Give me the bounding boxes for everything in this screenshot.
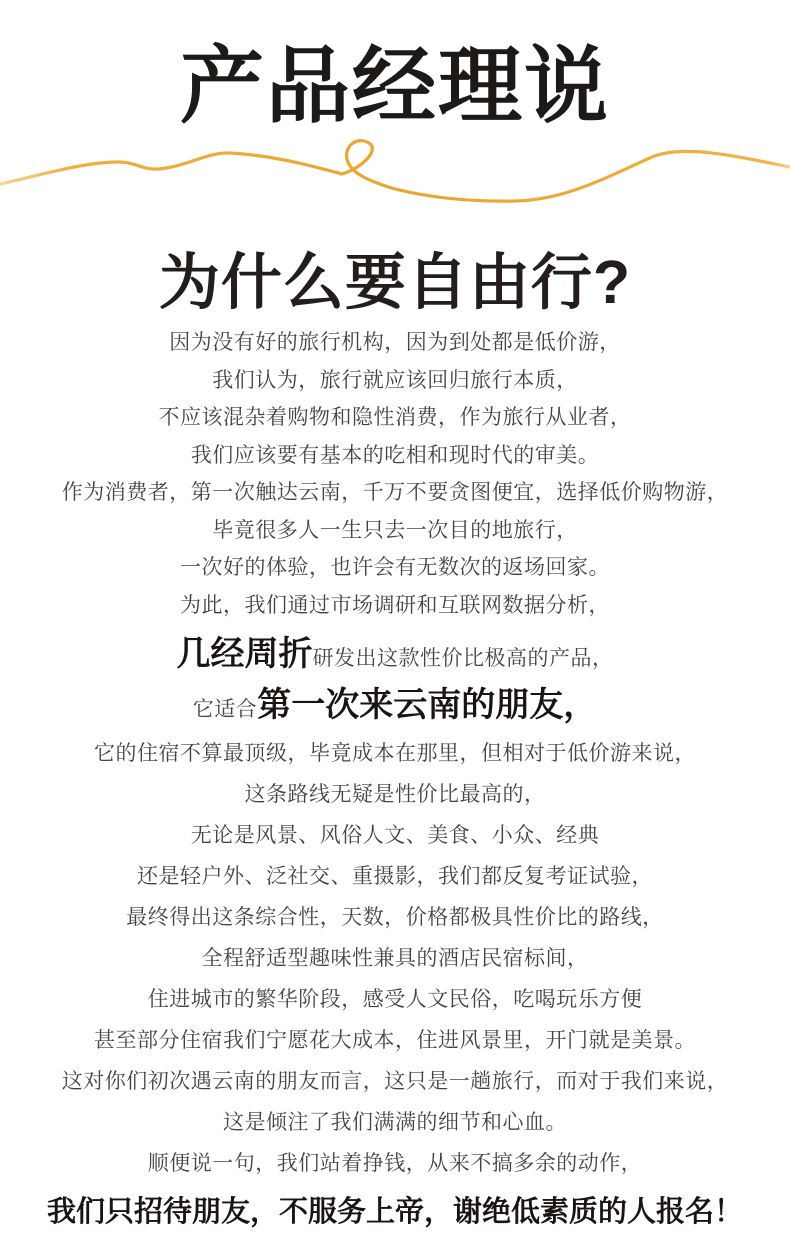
body-line: 全程舒适型趣味性兼具的酒店民宿标间， bbox=[201, 947, 589, 970]
body-line: 我们认为，旅行就应该回归旅行本质， bbox=[212, 368, 578, 392]
body-line: 最终得出这条综合性，天数，价格都极具性价比的路线， bbox=[126, 906, 664, 929]
body-line: 这对你们初次遇云南的朋友而言，这只是一趟旅行，而对于我们来说， bbox=[61, 1070, 729, 1093]
wave-line bbox=[0, 141, 790, 201]
page-title: 产品经理说 bbox=[179, 39, 610, 133]
body-line: 毕竟很多人一生只去一次目的地旅行， bbox=[212, 518, 578, 542]
body-line: 不应该混杂着购物和隐性消费，作为旅行从业者， bbox=[158, 406, 632, 429]
final-statement: 我们只招待朋友，不服务上帝，谢绝低素质的人报名！ bbox=[46, 1196, 743, 1228]
body-line: 一次好的体验，也许会有无数次的返场回家。 bbox=[180, 556, 610, 579]
paragraph-block-2 bbox=[0, 733, 790, 1184]
paragraph-block-1 bbox=[0, 324, 790, 624]
highlight-line-2 bbox=[0, 682, 790, 733]
body-line: 我们应该要有基本的吃相和现时代的审美。 bbox=[190, 443, 600, 467]
body-line: 这条路线无疑是性价比最高的， bbox=[244, 783, 546, 806]
body-line: 还是轻户外、泛社交、重摄影，我们都反复考证试验， bbox=[137, 865, 653, 888]
body-line: 它的住宿不算最顶级，毕竟成本在那里，但相对于低价游来说， bbox=[94, 742, 696, 765]
section-heading: 为什么要自由行? bbox=[158, 248, 632, 316]
body-line: 无论是风景、风俗人文、美食、小众、经典 bbox=[190, 824, 600, 847]
body-line: 因为没有好的旅行机构，因为到处都是低价游， bbox=[169, 331, 621, 354]
wave-divider bbox=[0, 136, 790, 216]
body-line: 作为消费者，第一次触达云南，千万不要贪图便宜，选择低价购物游， bbox=[61, 481, 729, 504]
body-line: 为此，我们通过市场调研和互联网数据分析， bbox=[180, 593, 610, 617]
highlight-bold-text: 几经周折 bbox=[176, 635, 313, 673]
body-line: 这是倾注了我们满满的细节和心血。 bbox=[223, 1111, 567, 1134]
body-line: 甚至部分住宿我们宁愿花大成本，住进风景里，开门就是美景。 bbox=[94, 1029, 696, 1052]
highlight-bold-text: 第一次来云南的朋友， bbox=[257, 686, 598, 724]
highlight-regular-text: 它适合 bbox=[192, 698, 258, 721]
body-line: 住进城市的繁华阶段，感受人文民俗，吃喝玩乐方便 bbox=[147, 988, 643, 1011]
body-line: 顺便说一句，我们站着挣钱，从来不搞多余的动作， bbox=[147, 1152, 643, 1175]
highlight-line-1 bbox=[0, 631, 790, 682]
highlight-regular-text: 研发出这款性价比极高的产品， bbox=[312, 647, 614, 670]
